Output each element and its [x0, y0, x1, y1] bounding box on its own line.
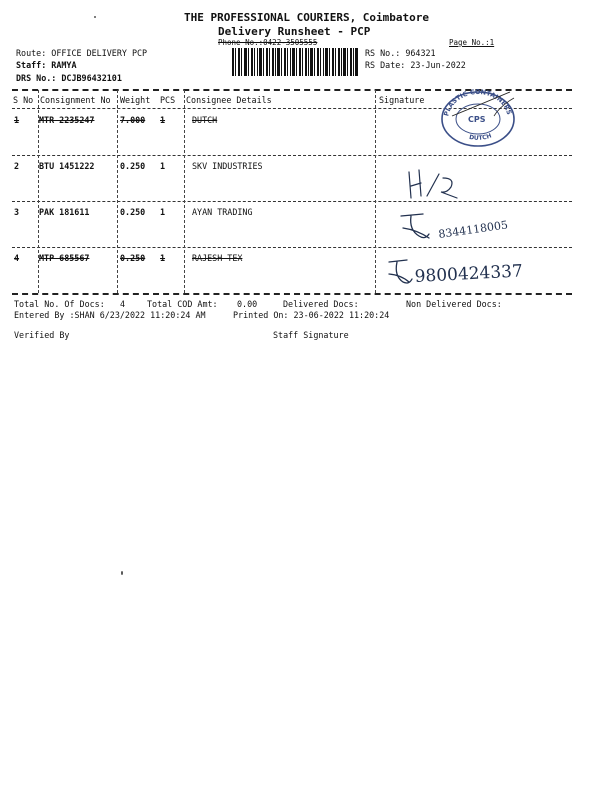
- col-header-sno: S No: [13, 95, 34, 105]
- total-docs-label: Total No. Of Docs:: [14, 299, 105, 309]
- cell-weight: 0.250: [120, 161, 146, 171]
- column-divider: [184, 90, 185, 293]
- scan-speck: [121, 571, 123, 575]
- cell-sno: 1: [14, 115, 20, 125]
- cell-consignee: DUTCH: [192, 115, 218, 125]
- signature-row4: [385, 256, 545, 290]
- column-divider: [117, 90, 118, 293]
- cell-consignment: MTP 685567: [39, 253, 90, 263]
- cell-sno: 3: [14, 207, 20, 217]
- svg-text:8344118005: 8344118005: [437, 218, 509, 241]
- page-number: Page No.:1: [449, 38, 495, 47]
- barcode-image: [232, 48, 358, 76]
- cell-pcs: 1: [160, 115, 166, 125]
- column-divider: [375, 90, 376, 293]
- cell-consignee: AYAN TRADING: [192, 207, 253, 217]
- company-stamp: [432, 86, 524, 148]
- cell-consignee: SKV INDUSTRIES: [192, 161, 263, 171]
- table-bottom-rule: [12, 293, 572, 295]
- col-header-consignment: Consignment No: [40, 95, 111, 105]
- verified-by: Verified By: [14, 330, 70, 340]
- svg-text:9800424337: 9800424337: [414, 261, 524, 287]
- row-divider: [12, 155, 572, 156]
- entered-by: Entered By :SHAN 6/23/2022 11:20:24 AM: [14, 310, 206, 320]
- staff-label: Staff: RAMYA: [16, 60, 77, 70]
- cell-consignment: PAK 181611: [39, 207, 90, 217]
- signature-row3: [395, 206, 535, 248]
- total-cod-value: 0.00: [237, 299, 258, 309]
- total-cod-label: Total COD Amt:: [147, 299, 218, 309]
- cell-weight: 7.000: [120, 115, 146, 125]
- cell-weight: 0.250: [120, 253, 146, 263]
- company-title: THE PROFESSIONAL COURIERS, Coimbatore: [184, 11, 430, 24]
- cell-sno: 2: [14, 161, 20, 171]
- total-docs-value: 4: [120, 299, 126, 309]
- rs-date: RS Date: 23-Jun-2022: [365, 60, 466, 70]
- scan-speck: [94, 16, 96, 18]
- col-header-weight: Weight: [120, 95, 151, 105]
- route-label: Route: OFFICE DELIVERY PCP: [16, 48, 148, 58]
- cell-pcs: 1: [160, 207, 166, 217]
- cell-pcs: 1: [160, 253, 166, 263]
- printed-on: Printed On: 23-06-2022 11:20:24: [233, 310, 390, 320]
- col-header-consignee: Consignee Details: [186, 95, 272, 105]
- cell-consignee: RAJESH TEX: [192, 253, 243, 263]
- document-title: Delivery Runsheet - PCP: [218, 25, 371, 38]
- signature-row2: [405, 168, 465, 202]
- row-divider: [12, 201, 572, 202]
- rs-number: RS No.: 964321: [365, 48, 436, 58]
- phone-number: Phone No.:0422-3505555: [218, 38, 318, 47]
- svg-text:PLASTIC CONTAINERS: PLASTIC CONTAINERS: [442, 87, 514, 118]
- delivered-docs-label: Delivered Docs:: [283, 299, 359, 309]
- cell-consignment: MTR 2235247: [39, 115, 95, 125]
- svg-text:CPS: CPS: [468, 115, 486, 124]
- col-header-signature: Signature: [379, 95, 425, 105]
- col-header-pcs: PCS: [160, 95, 176, 105]
- cell-sno: 4: [14, 253, 20, 263]
- svg-text:DUTCH: DUTCH: [468, 132, 493, 142]
- cell-consignment: BTU 1451222: [39, 161, 95, 171]
- cell-weight: 0.250: [120, 207, 146, 217]
- drs-number: DRS No.: DCJB96432101: [16, 73, 122, 83]
- cell-pcs: 1: [160, 161, 166, 171]
- staff-signature-label: Staff Signature: [273, 330, 349, 340]
- non-delivered-docs-label: Non Delivered Docs:: [406, 299, 502, 309]
